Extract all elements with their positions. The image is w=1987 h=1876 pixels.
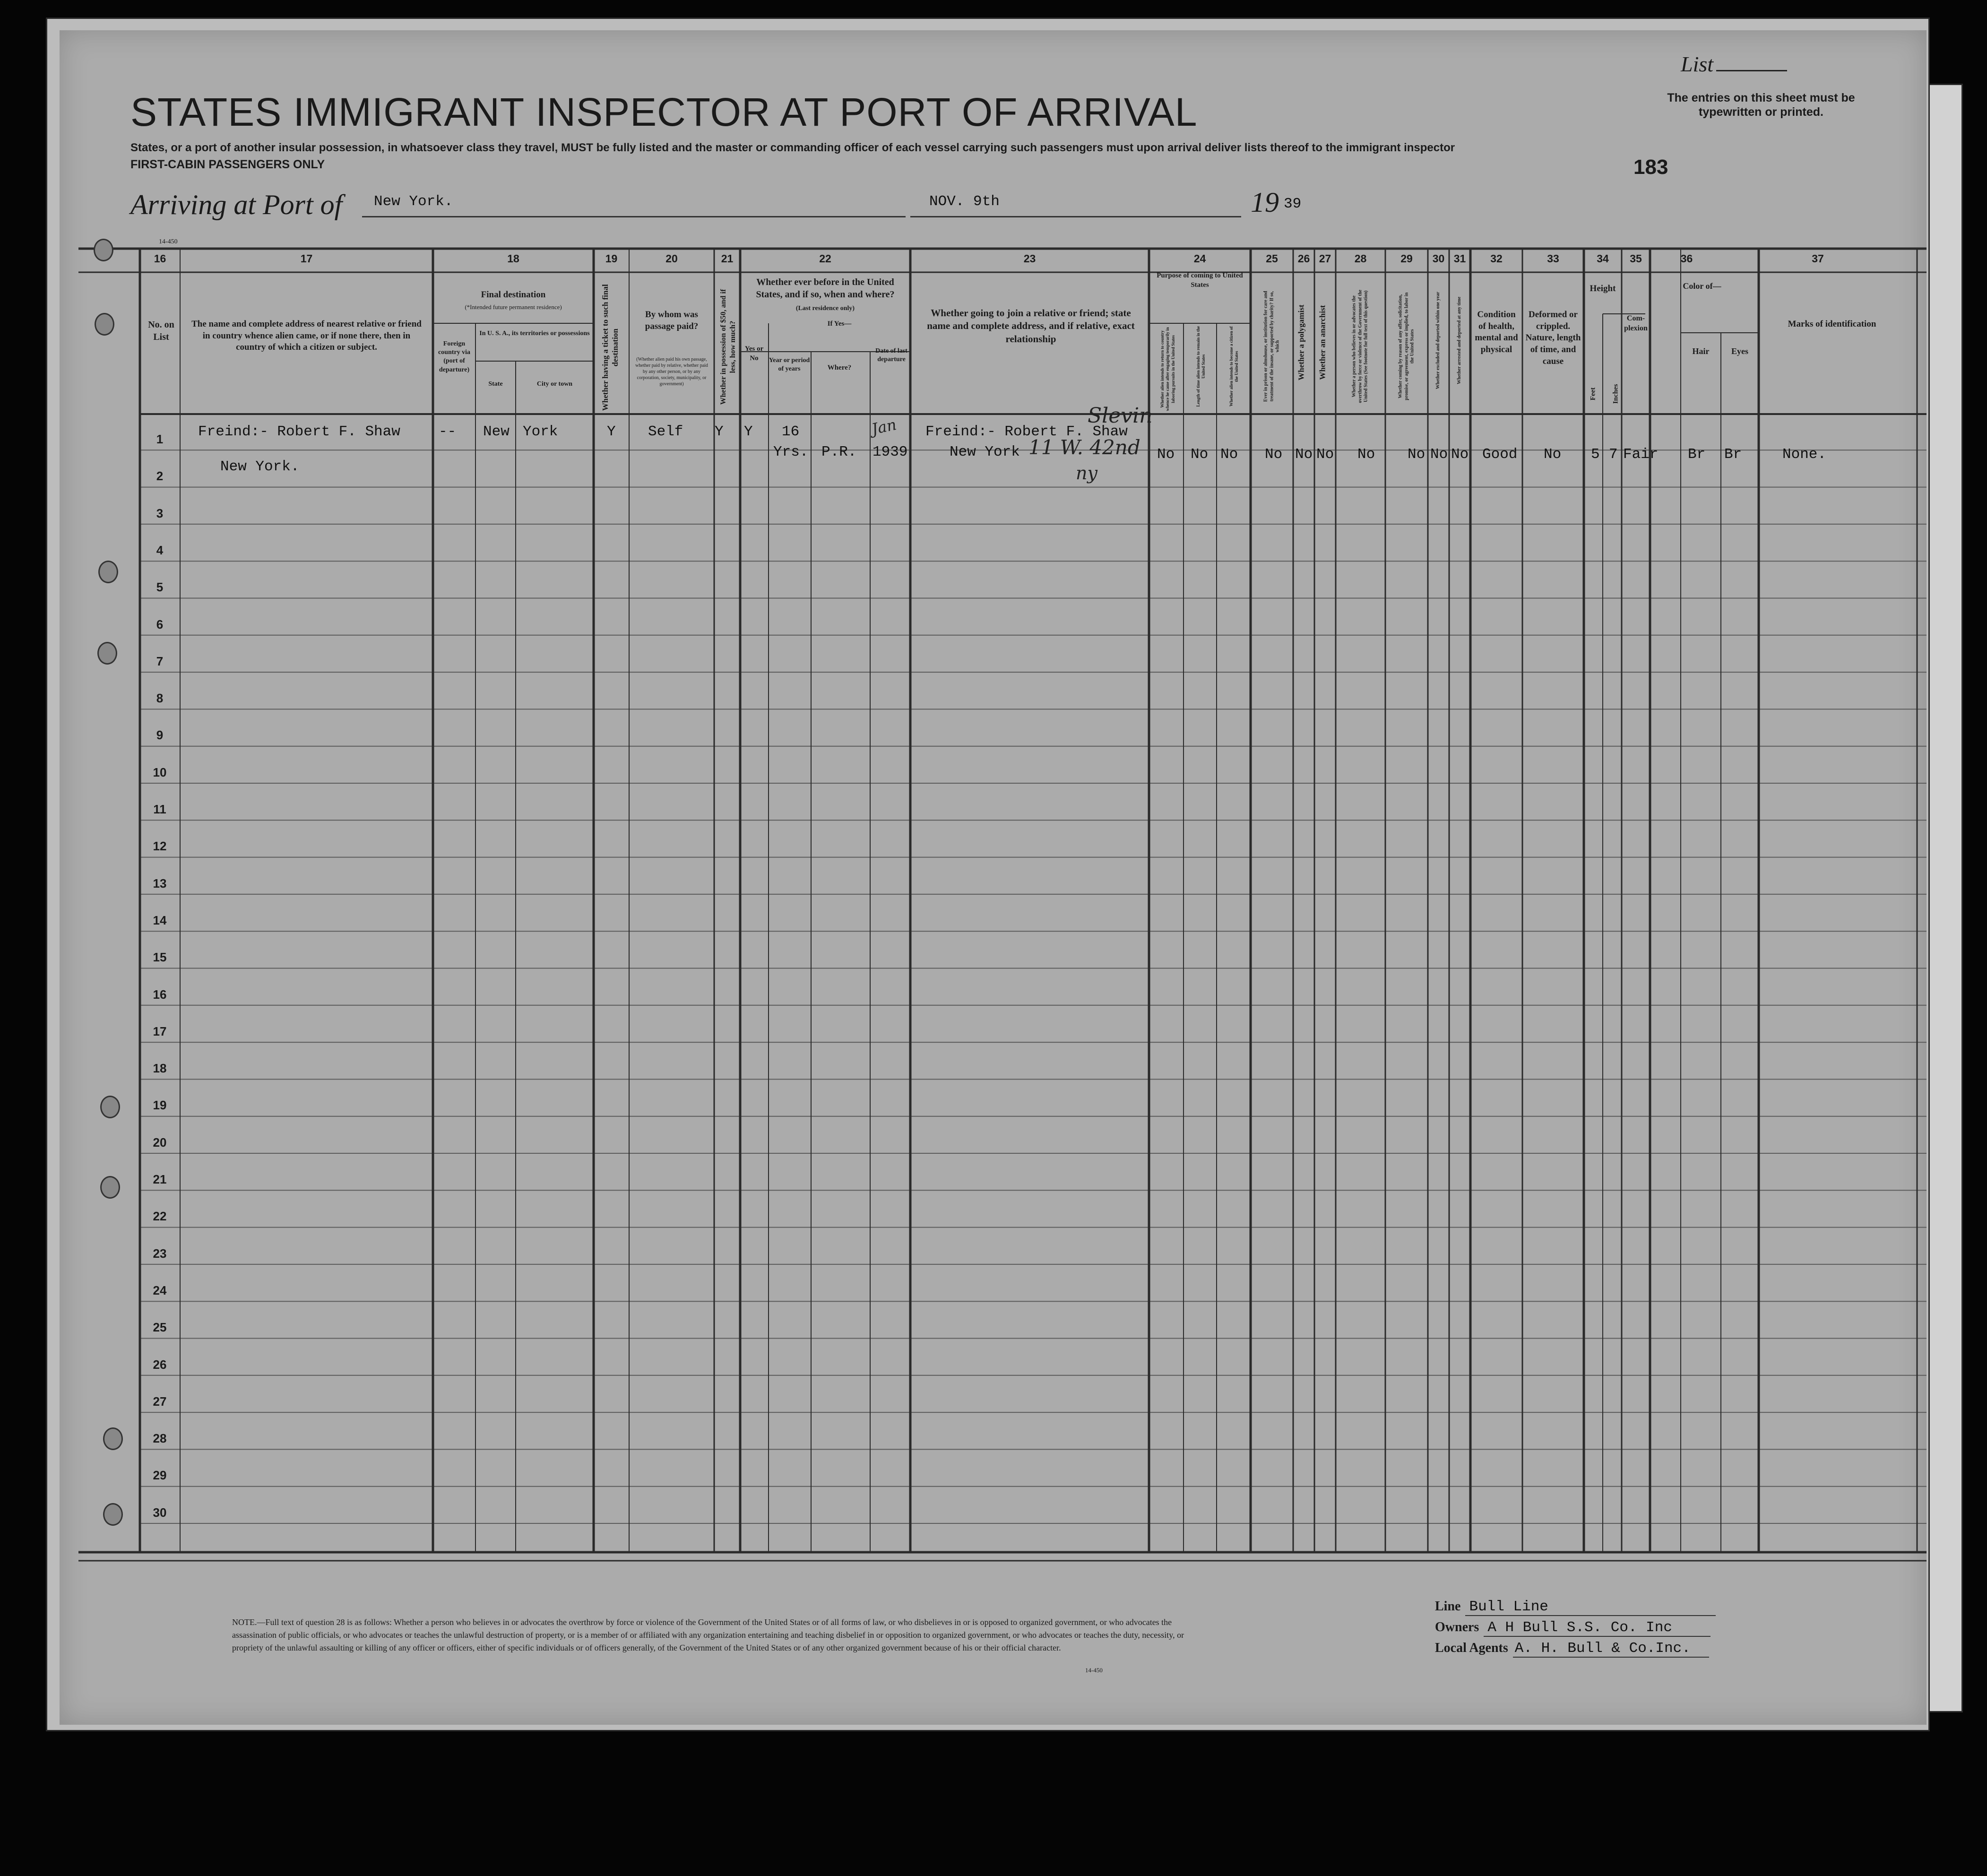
colnum-37: 37 <box>1812 252 1824 265</box>
row-number: 20 <box>153 1135 167 1150</box>
row-number: 21 <box>153 1172 167 1186</box>
year-suffix: 39 <box>1284 196 1302 212</box>
entry-c32: Good <box>1482 446 1518 463</box>
row-number: 23 <box>153 1246 167 1261</box>
entry-c31: No <box>1451 446 1469 463</box>
row-number: 2 <box>156 469 164 484</box>
entry-ticket: Y <box>607 424 616 440</box>
colnum-29: 29 <box>1400 252 1413 265</box>
colnum-31: 31 <box>1453 252 1466 265</box>
row-number: 3 <box>156 506 164 520</box>
entry-c28: No <box>1357 446 1375 463</box>
col18-city: City or town <box>536 380 573 388</box>
footer-line-label: Line <box>1435 1599 1461 1614</box>
col19-header: Whether having a ticket to such final destination <box>600 284 620 411</box>
row-number: 6 <box>156 617 164 631</box>
colnum-26: 26 <box>1297 252 1310 265</box>
col25-header: Ever in prison or almshouse, or institution for care and treatment of the insane, or supported by charity? If so, which <box>1263 291 1280 402</box>
entry-before-yes: Y <box>744 424 753 440</box>
row-number: 27 <box>153 1394 167 1409</box>
footer-agents <box>1435 1640 1709 1658</box>
entry-c33: No <box>1544 446 1562 463</box>
row-number: 9 <box>156 728 164 743</box>
entry-marks: None. <box>1782 446 1827 463</box>
page-number: 183 <box>1633 156 1668 179</box>
row-number: 15 <box>153 950 167 965</box>
col36-eyes: Eyes <box>1731 346 1748 356</box>
col18-state: State <box>488 380 503 388</box>
colnum-30: 30 <box>1432 252 1445 265</box>
manifest-grid <box>60 30 1927 1725</box>
footer-owners <box>1435 1619 1711 1637</box>
entry-join-hand1: Slevin <box>1088 404 1153 428</box>
typed-instruction: The entries on this sheet must be typewritten or printed. <box>1667 91 1855 119</box>
col26-header: Whether a polygamist <box>1296 304 1306 380</box>
colnum-27: 27 <box>1319 252 1331 265</box>
col29-header: Whether coming by reason of any offer, solicitation, promise, or agreement, express or implied, to labor in the United States <box>1398 292 1415 400</box>
colnum-33: 33 <box>1547 252 1559 265</box>
row-number: 13 <box>153 876 167 890</box>
col18-header: Final destination <box>481 290 546 300</box>
entry-feet: 5 <box>1591 446 1600 463</box>
col20-subheader: (Whether alien paid his own passage, whether paid by relative, whether paid by any other person, or by any corporation, society, municipality, or government) <box>635 357 708 387</box>
col22-yesno: Yes or No <box>744 345 764 362</box>
entry-inches: 7 <box>1609 446 1618 463</box>
footer-agents-value: A. H. Bull & Co.Inc. <box>1514 1640 1691 1657</box>
col27-header: Whether an anarchist <box>1318 305 1327 380</box>
col36-header: Color of— <box>1683 281 1721 291</box>
colnum-34: 34 <box>1597 252 1609 265</box>
col21-header: Whether in possession of $50, and if less, how much? <box>719 289 737 405</box>
row-number: 30 <box>153 1505 167 1520</box>
row-number: 26 <box>153 1357 167 1372</box>
binder-hole-5 <box>100 1096 120 1118</box>
entry-eyes: Br <box>1724 446 1742 463</box>
entry-where: P.R. <box>821 444 857 460</box>
col22-where: Where? <box>827 364 852 372</box>
col24-sub-c: Whether alien intends to become a citizen of the United States <box>1228 326 1239 407</box>
col22-period: Year or period of years <box>769 357 810 373</box>
subtitle: States, or a port of another insular possession, in whatsoever class they travel, MUST be fully listed and the master or commanding officer of each vessel carrying such passengers must upon arrival deliver lists thereof to the immigrant inspector <box>130 141 1455 154</box>
entry-c30: No <box>1430 446 1448 463</box>
row-number: 1 <box>156 432 164 446</box>
col33-header: Deformed or crippled. Nature, length of time, and cause <box>1525 310 1581 366</box>
entry-c24c: No <box>1220 446 1238 463</box>
colnum-36: 36 <box>1680 252 1693 265</box>
entry-c26: No <box>1295 446 1313 463</box>
entry-c25: No <box>1265 446 1283 463</box>
entry-hair: Br <box>1688 446 1706 463</box>
entry-c24b: No <box>1191 446 1209 463</box>
row-number: 22 <box>153 1209 167 1224</box>
footer-line <box>1435 1599 1716 1616</box>
colnum-28: 28 <box>1354 252 1367 265</box>
colnum-24: 24 <box>1193 252 1206 265</box>
col17-header: The name and complete address of nearest relative or friend in country whence alien came, or if none there, then in country of which a citizen or subject. <box>191 319 422 353</box>
colnum-25: 25 <box>1266 252 1278 265</box>
entry-period-line1: 16 <box>782 424 800 440</box>
manifest-sheet <box>60 30 1927 1725</box>
col20-header: By whom was passage paid? <box>645 310 699 331</box>
colnum-35: 35 <box>1630 252 1642 265</box>
footer-agents-underline <box>1513 1640 1709 1658</box>
colnum-32: 32 <box>1490 252 1503 265</box>
col32-header: Condition of health, mental and physical <box>1475 310 1518 355</box>
entry-join-hand2: 11 W. 42nd <box>1028 436 1140 459</box>
entry-relative-line1: Freind:- Robert F. Shaw <box>198 424 400 440</box>
entry-fifty: Y <box>715 424 724 440</box>
footnote: NOTE.—Full text of question 28 is as follows: Whether a person who believes in or advocates the overthrow by force or violence of the Government of the United States or of all forms of law, or who disbelieves in or is opposed to organized government, or who advocates the assassination of public officials, or who advocates or teaches the unlawful destruction of property, or is a member of or affiliated with any organization entertaining and teaching disbelief in or opposition to organized government, or who advocates or teaches the duty, necessity, or propriety of the unlawful assaulting or killing of any officer or officers, either of specific individuals or of officers generally, of the Government of the United States or of any other organized government because of his or their official character. <box>232 1617 1184 1652</box>
footer-agents-label: Local Agents <box>1435 1641 1508 1655</box>
binder-hole-4 <box>97 642 117 665</box>
row-number: 24 <box>153 1283 167 1297</box>
form-code-top: 14-450 <box>159 238 178 245</box>
col34-feet: Feet <box>1589 387 1597 401</box>
row-number: 7 <box>156 654 164 668</box>
colnum-22: 22 <box>819 252 831 265</box>
colnum-16: 16 <box>154 252 166 265</box>
col34-inches: Inches <box>1612 384 1620 404</box>
col18-foreign: Foreign country via (port of departure) <box>438 340 471 373</box>
footer-owners-underline <box>1484 1619 1711 1637</box>
entry-state: New <box>483 424 510 440</box>
footer-owners-value: A H Bull S.S. Co. Inc <box>1487 1619 1672 1636</box>
col18-subheader: (*Intended future permanent residence) <box>465 303 562 311</box>
col24-sub-b: Length of time alien intends to remain in the United States <box>1195 326 1206 407</box>
col24-sub-a: Whether alien intends to return to country whence he came after engaging temporarily in laboring pursuits in the United States <box>1160 327 1175 411</box>
entry-departure-hand: Jan <box>870 415 898 439</box>
date-value: NOV. 9th <box>929 193 1000 210</box>
row-number: 11 <box>153 802 166 816</box>
col30-header: Whether excluded and deported within one year <box>1435 292 1441 389</box>
colnum-18: 18 <box>507 252 519 265</box>
entry-complexion: Fair <box>1623 446 1659 463</box>
page-title: STATES IMMIGRANT INSPECTOR AT PORT OF ARRIVAL <box>130 90 1198 134</box>
row-number: 17 <box>153 1024 167 1038</box>
binder-hole-7 <box>103 1427 123 1450</box>
row-number: 10 <box>153 765 167 779</box>
entry-relative-line2: New York. <box>220 458 300 475</box>
colnum-20: 20 <box>665 252 678 265</box>
footer-line-underline <box>1465 1599 1716 1616</box>
port-value: New York. <box>374 193 453 210</box>
entry-paid-by: Self <box>648 424 683 440</box>
year-prefix: 19 <box>1251 187 1279 218</box>
col23-header: Whether going to join a relative or friend; state name and complete address, and if relative, exact relationship <box>927 307 1135 345</box>
entry-departure: 1939 <box>873 444 908 460</box>
col31-header: Whether arrested and deported at any time <box>1456 296 1462 384</box>
list-label: List <box>1681 52 1787 77</box>
row-number: 5 <box>156 580 164 595</box>
row-number: 18 <box>153 1061 167 1076</box>
entry-join-hand3: ny <box>1076 463 1097 484</box>
row-number: 16 <box>153 987 167 1002</box>
entry-city: York <box>523 424 558 440</box>
footer-owners-label: Owners <box>1435 1620 1479 1634</box>
entry-c29: No <box>1408 446 1425 463</box>
binder-hole-1 <box>94 239 113 261</box>
row-number: 8 <box>156 691 164 706</box>
col22-ifyes: If Yes— <box>827 320 852 328</box>
row-number: 4 <box>156 543 164 557</box>
entry-c24a: No <box>1157 446 1175 463</box>
binder-hole-3 <box>98 561 118 583</box>
footnote-code: 14-450 <box>1085 1667 1103 1674</box>
col28-header: Whether a person who believes in or advocates the overthrow by force or violence of the Government of the United States (See footnote for full text of this question) <box>1351 289 1369 403</box>
row-number: 14 <box>153 913 167 927</box>
row-number: 25 <box>153 1320 167 1335</box>
colnum-21: 21 <box>721 252 734 265</box>
binder-hole-8 <box>103 1503 123 1526</box>
col37-header: Marks of identification <box>1788 319 1876 329</box>
col22-header: Whether ever before in the United States, and if so, when and where? <box>756 277 895 300</box>
col36-hair: Hair <box>1692 346 1710 356</box>
col22-date: Date of last departure <box>875 347 907 363</box>
class-line: FIRST-CABIN PASSENGERS ONLY <box>130 158 325 171</box>
binder-hole-6 <box>100 1176 120 1199</box>
col16-header: No. on List <box>148 320 174 342</box>
col34-header: Height <box>1590 284 1616 294</box>
entry-period-line2: Yrs. <box>773 444 809 460</box>
col35-header: Com- plexion <box>1624 314 1648 332</box>
entry-c27: No <box>1316 446 1334 463</box>
entry-foreign-country: -- <box>439 424 457 440</box>
colnum-23: 23 <box>1023 252 1036 265</box>
footer-line-value: Bull Line <box>1469 1599 1548 1615</box>
colnum-17: 17 <box>300 252 313 265</box>
arriving-label: Arriving at Port of <box>130 189 343 220</box>
row-number: 12 <box>153 839 167 854</box>
row-number: 19 <box>153 1098 167 1113</box>
col22-subheader: (Last residence only) <box>795 305 855 312</box>
col18-usa: In U. S. A., its territories or possessions <box>479 330 590 337</box>
col24-header: Purpose of coming to United States <box>1157 272 1243 289</box>
entry-join-line1: Freind:- Robert F. Shaw <box>925 424 1128 440</box>
row-number: 29 <box>153 1468 167 1483</box>
row-number: 28 <box>153 1431 167 1446</box>
colnum-19: 19 <box>605 252 618 265</box>
binder-hole-2 <box>95 313 114 336</box>
entry-join-line2: New York <box>950 444 1020 460</box>
